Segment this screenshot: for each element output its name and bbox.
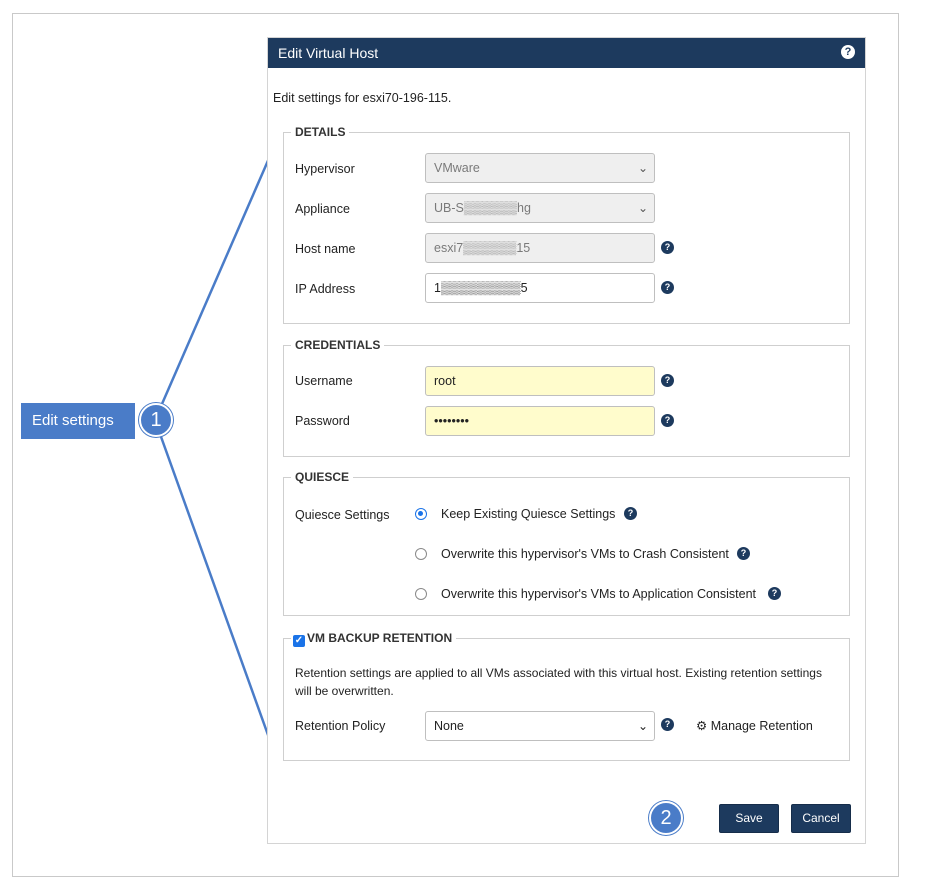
host-name-value: esxi7▒▒▒▒▒▒15 (434, 241, 531, 255)
edit-settings-callout: Edit settings (21, 403, 135, 439)
chevron-down-icon: ⌄ (637, 201, 648, 215)
help-icon[interactable]: ? (624, 507, 637, 520)
retention-legend-label: VM BACKUP RETENTION (307, 631, 453, 645)
help-icon[interactable]: ? (661, 241, 674, 254)
chevron-down-icon: ⌄ (637, 719, 648, 733)
details-section (283, 125, 850, 324)
username-field[interactable] (425, 366, 655, 396)
host-name-label: Host name (295, 242, 356, 256)
quiesce-settings-label: Quiesce Settings (295, 508, 390, 522)
username-label: Username (295, 374, 353, 388)
quiesce-keep-label[interactable]: Keep Existing Quiesce Settings (441, 507, 616, 521)
ip-address-field[interactable] (425, 273, 655, 303)
help-icon[interactable]: ? (768, 587, 781, 600)
callout-badge-1: 1 (139, 403, 173, 437)
retention-legend (291, 631, 456, 647)
retention-policy-label: Retention Policy (295, 719, 386, 733)
quiesce-crash-label[interactable]: Overwrite this hypervisor's VMs to Crash Consistent (441, 547, 729, 561)
dialog-header (268, 38, 865, 68)
details-legend: DETAILS (291, 125, 349, 139)
help-icon[interactable]: ? (661, 718, 674, 731)
quiesce-keep-radio[interactable] (415, 508, 427, 520)
credentials-section (283, 338, 850, 457)
retention-section (283, 631, 850, 761)
dialog-title: Edit Virtual Host (278, 45, 379, 61)
retention-checkbox[interactable]: ✓ (294, 635, 304, 646)
callout-badge-2: 2 (649, 801, 683, 835)
ip-address-value: 1▒▒▒▒▒▒▒▒▒5 (434, 281, 528, 295)
hypervisor-label: Hypervisor (295, 162, 355, 176)
credentials-legend: CREDENTIALS (291, 338, 384, 352)
manage-retention-link[interactable] (696, 718, 813, 733)
password-field[interactable] (425, 406, 655, 436)
manage-retention-label: Manage Retention (710, 719, 813, 733)
appliance-select[interactable] (425, 193, 655, 223)
quiesce-application-label[interactable]: Overwrite this hypervisor's VMs to Application Consistent (441, 587, 757, 601)
help-icon[interactable]: ? (737, 547, 750, 560)
help-icon[interactable]: ? (661, 374, 674, 387)
help-icon[interactable]: ? (841, 45, 855, 59)
retention-policy-select[interactable] (425, 711, 655, 741)
appliance-label: Appliance (295, 202, 350, 216)
retention-note: Retention settings are applied to all VMs associated with this virtual host. Existing retention settings will be overwritten. (295, 666, 822, 698)
ip-address-label: IP Address (295, 282, 356, 296)
password-value: •••••••• (434, 414, 470, 428)
intro-text: Edit settings for esxi70-196-115. (273, 91, 452, 105)
cancel-button[interactable]: Cancel (791, 804, 851, 833)
help-icon[interactable]: ? (661, 281, 674, 294)
appliance-value: UB-S▒▒▒▒▒▒hg (434, 201, 531, 215)
password-label: Password (295, 414, 350, 428)
save-button[interactable]: Save (719, 804, 779, 833)
retention-policy-value: None (434, 719, 464, 733)
quiesce-legend: QUIESCE (291, 470, 353, 484)
help-icon[interactable]: ? (661, 414, 674, 427)
host-name-field[interactable] (425, 233, 655, 263)
quiesce-application-radio[interactable] (415, 588, 427, 600)
gear-icon: ⚙ (696, 719, 708, 733)
chevron-down-icon: ⌄ (637, 161, 648, 175)
edit-virtual-host-dialog (267, 37, 866, 844)
quiesce-crash-radio[interactable] (415, 548, 427, 560)
quiesce-section (283, 470, 850, 616)
hypervisor-select[interactable] (425, 153, 655, 183)
hypervisor-value: VMware (434, 161, 480, 175)
username-value: root (434, 374, 456, 388)
